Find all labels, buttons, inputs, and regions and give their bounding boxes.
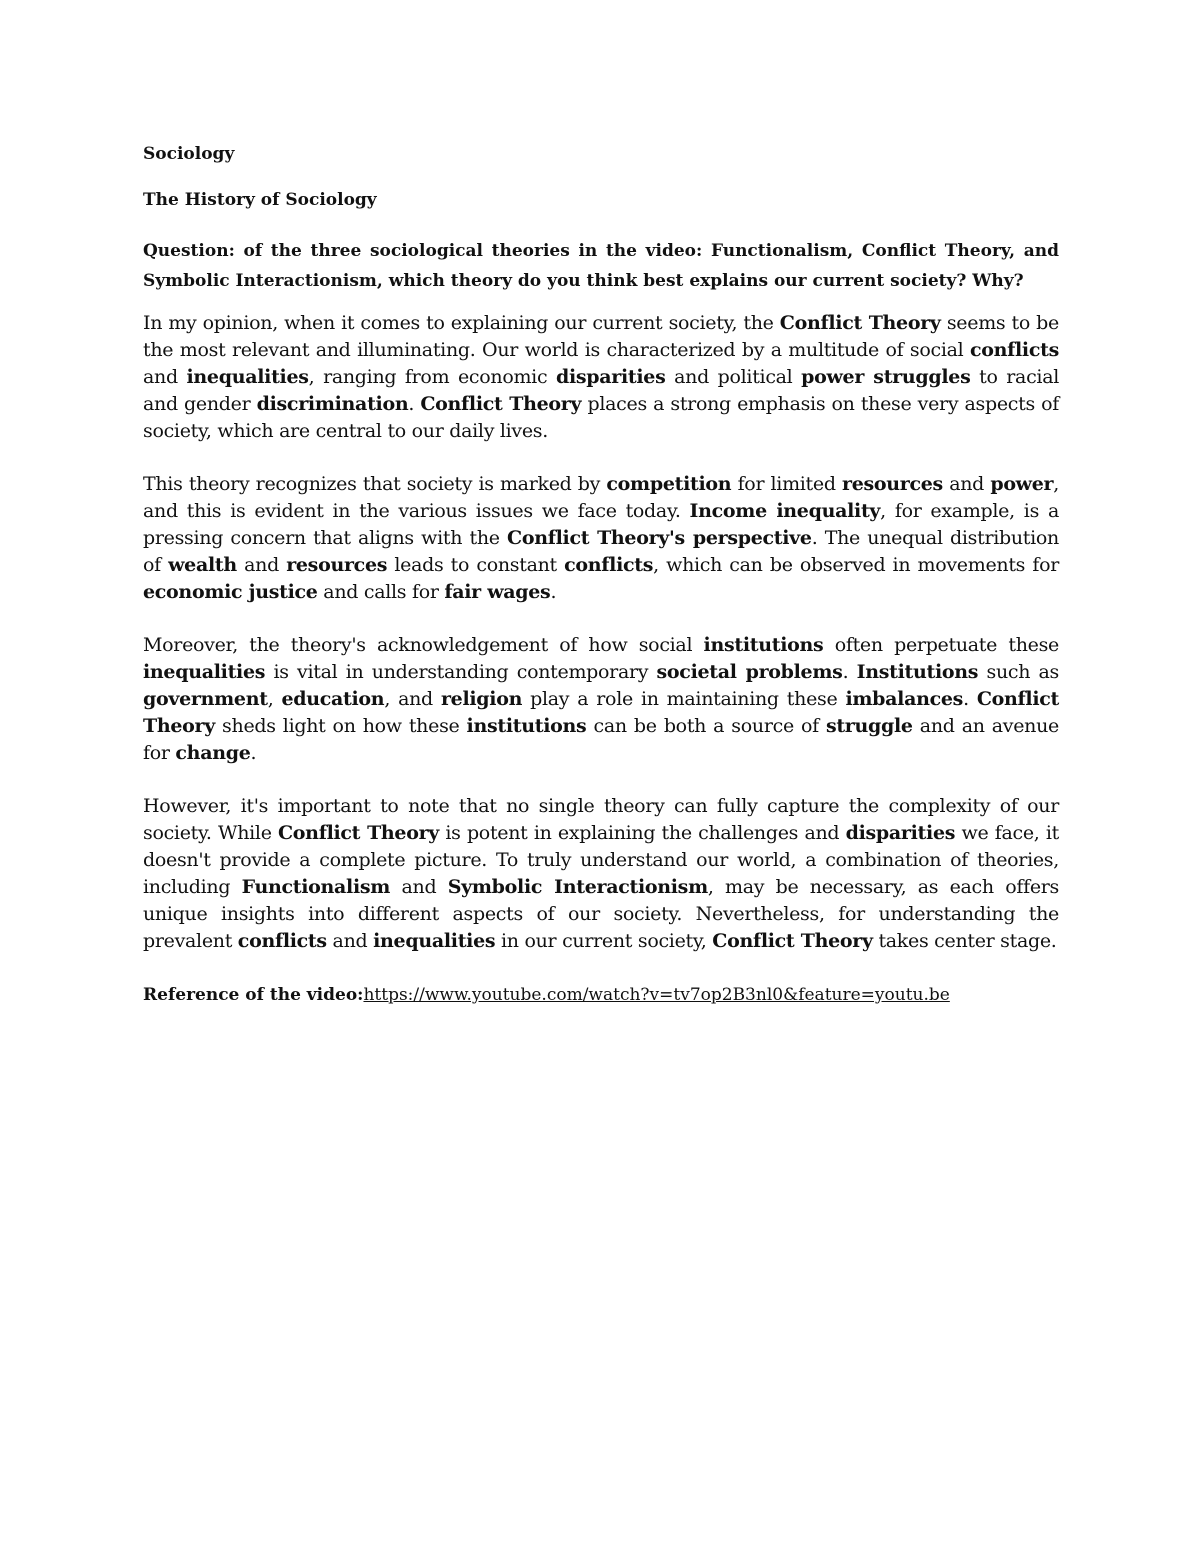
text-run: we face, it doesn't provide a complete picture. To truly understand our world, a combination of theories, including xyxy=(143,822,1059,898)
reference-line xyxy=(143,981,1059,1009)
text-run: and xyxy=(942,473,991,495)
bold-term: conflicts xyxy=(564,554,654,576)
text-run: , may be necessary, as each offers unique insights into different aspects of our society. Nevertheless, for understanding the prevalent xyxy=(143,876,1060,952)
paragraph xyxy=(143,310,1059,445)
bold-term: wealth xyxy=(168,554,237,576)
document-title: Sociology xyxy=(143,144,235,164)
text-run: often perpetuate these xyxy=(823,634,1059,656)
bold-term: Institutions xyxy=(856,661,979,683)
bold-term: imbalances xyxy=(845,688,964,710)
text-run: . xyxy=(963,688,977,710)
text-run: , ranging from economic xyxy=(308,366,556,388)
text-run: In my opinion, when it comes to explaining our current society, the xyxy=(143,312,780,334)
bold-term: religion xyxy=(440,688,523,710)
bold-term: Income inequality xyxy=(689,500,881,522)
reference-label: Reference of the video: xyxy=(143,985,364,1005)
text-run: can be both a source of xyxy=(586,715,826,737)
text-run: However, it's important to note that no single theory can fully capture the complexity of our society. While xyxy=(143,795,1059,844)
text-run: . The unequal distribution of xyxy=(143,527,1059,576)
bold-term: discrimination xyxy=(256,393,409,415)
text-run: and political xyxy=(665,366,802,388)
bold-term: institutions xyxy=(703,634,824,656)
text-run: play a role in maintaining these xyxy=(522,688,846,710)
text-run: . xyxy=(842,661,857,683)
text-run: . xyxy=(408,393,421,415)
bold-term: fair wages xyxy=(444,581,551,603)
bold-term: change xyxy=(175,742,251,764)
bold-term: competition xyxy=(606,473,732,495)
text-run: in our current society, xyxy=(495,930,713,952)
bold-term: Conflict Theory xyxy=(143,688,1060,737)
text-run: to racial and gender xyxy=(143,366,1060,415)
bold-term: Conflict Theory xyxy=(712,930,873,952)
text-run: is potent in explaining the challenges and xyxy=(439,822,846,844)
text-run: is vital in understanding contemporary xyxy=(265,661,657,683)
bold-term: Symbolic Interactionism xyxy=(447,876,708,898)
reference-link[interactable]: https://www.youtube.com/watch?v=tv7op2B3nl0&feature=youtu.be xyxy=(363,985,950,1005)
bold-term: struggle xyxy=(825,715,913,737)
bold-term: power struggles xyxy=(801,366,971,388)
text-run: , xyxy=(267,688,282,710)
text-run: , and xyxy=(384,688,441,710)
text-run: . xyxy=(250,742,257,764)
bold-term: resources xyxy=(286,554,388,576)
bold-term: institutions xyxy=(466,715,587,737)
bold-term: inequalities xyxy=(143,661,266,683)
bold-term: Functionalism xyxy=(241,876,391,898)
text-run: , which can be observed in movements for xyxy=(653,554,1059,576)
bold-term: economic justice xyxy=(143,581,318,603)
paragraph xyxy=(143,471,1059,606)
text-run: seems to be the most relevant and illuminating. Our world is characterized by a multitude of social xyxy=(143,312,1059,361)
bold-term: conflicts xyxy=(969,339,1059,361)
text-run: and xyxy=(143,366,187,388)
bold-term: power xyxy=(990,473,1054,495)
text-run: and an avenue for xyxy=(143,715,1059,764)
text-run: for limited xyxy=(731,473,842,495)
bold-term: resources xyxy=(841,473,943,495)
bold-term: Conflict Theory xyxy=(779,312,941,334)
bold-term: government xyxy=(143,688,268,710)
paragraph xyxy=(143,632,1059,767)
bold-term: disparities xyxy=(555,366,666,388)
text-run: and calls for xyxy=(317,581,445,603)
question-text: Question: of the three sociological theories in the video: Functionalism, Conflict Theory, and Symbolic Interactionism, which theory do you think best explains our current society? Why? xyxy=(143,241,1059,291)
bold-term: inequalities xyxy=(186,366,309,388)
text-run: and xyxy=(390,876,448,898)
text-run: Moreover, the theory's acknowledgement of how social xyxy=(143,634,704,656)
bold-term: conflicts xyxy=(237,930,327,952)
text-run: places a strong emphasis on these very aspects of society, which are central to our daily lives. xyxy=(143,393,1059,442)
bold-term: Conflict Theory's perspective xyxy=(507,527,812,549)
bold-term: disparities xyxy=(845,822,956,844)
document-page xyxy=(143,140,1059,1009)
text-run: takes center stage. xyxy=(872,930,1057,952)
text-run: This theory recognizes that society is marked by xyxy=(143,473,607,495)
bold-term: Conflict Theory xyxy=(420,393,582,415)
text-run: leads to constant xyxy=(387,554,565,576)
text-run: , and this is evident in the various issues we face today. xyxy=(143,473,1059,522)
bold-term: education xyxy=(281,688,385,710)
bold-term: Conflict Theory xyxy=(277,822,440,844)
text-run: and xyxy=(326,930,374,952)
text-run: such as xyxy=(978,661,1060,683)
document-subtitle: The History of Sociology xyxy=(143,190,377,210)
paragraph xyxy=(143,793,1059,955)
text-run: , for example, is a pressing concern that aligns with the xyxy=(143,500,1059,549)
text-run: and xyxy=(236,554,287,576)
bold-term: inequalities xyxy=(373,930,496,952)
bold-term: societal problems xyxy=(656,661,843,683)
text-run: . xyxy=(550,581,557,603)
text-run: sheds light on how these xyxy=(214,715,467,737)
